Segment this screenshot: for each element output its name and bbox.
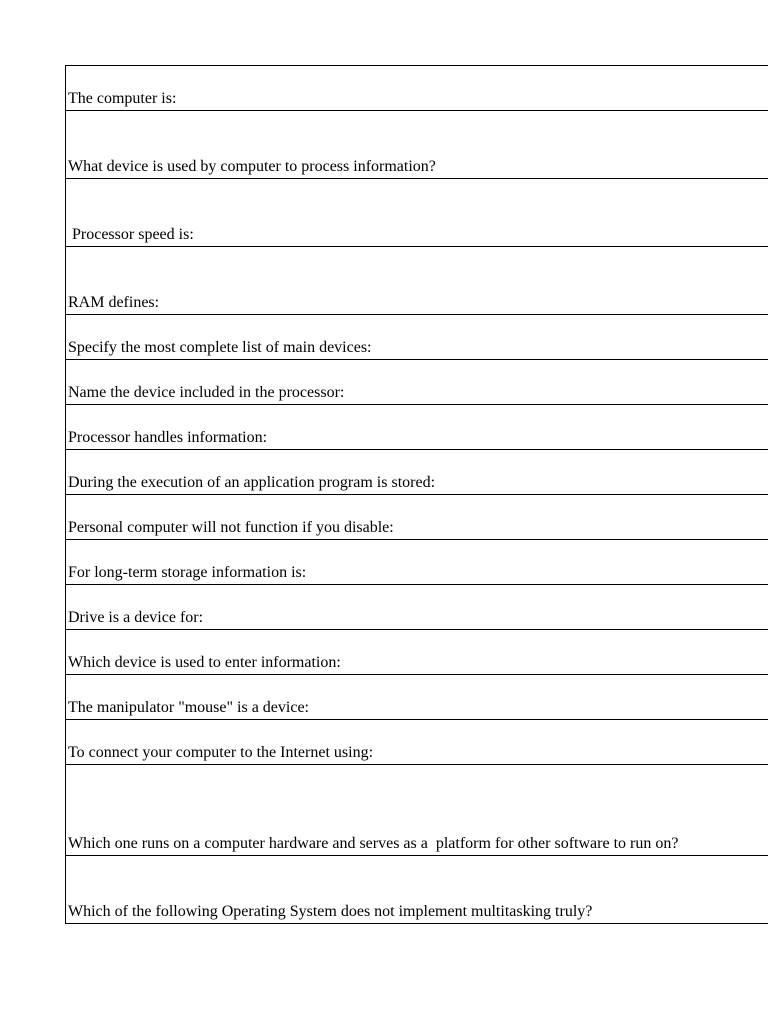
- question-text: What device is used by computer to process information?: [68, 158, 436, 175]
- question-row: [66, 360, 768, 405]
- question-text: Which device is used to enter information:: [68, 654, 341, 671]
- question-row: [66, 495, 768, 540]
- question-row: [66, 540, 768, 585]
- question-text: Which of the following Operating System does not implement multitasking truly?: [68, 903, 593, 920]
- question-text: Name the device included in the processor:: [68, 384, 345, 401]
- question-row: [66, 675, 768, 720]
- question-text: For long-term storage information is:: [68, 564, 307, 581]
- question-row: [66, 765, 768, 856]
- question-text: RAM defines:: [68, 294, 160, 311]
- question-text: During the execution of an application program is stored:: [68, 474, 436, 491]
- question-row: [66, 856, 768, 924]
- question-row: [66, 247, 768, 315]
- question-row: [66, 450, 768, 495]
- question-row: [66, 179, 768, 247]
- question-row: [66, 405, 768, 450]
- question-text: Specify the most complete list of main devices:: [68, 339, 372, 356]
- question-text: Which one runs on a computer hardware and serves as a platform for other software to run on?: [68, 835, 679, 852]
- question-row: [66, 585, 768, 630]
- question-table: [65, 65, 768, 924]
- question-text: Personal computer will not function if you disable:: [68, 519, 394, 536]
- question-row: [66, 315, 768, 360]
- question-row: [66, 111, 768, 179]
- question-row: [66, 66, 768, 111]
- question-text: The manipulator "mouse" is a device:: [68, 699, 309, 716]
- question-text: To connect your computer to the Internet using:: [68, 744, 374, 761]
- question-text: Drive is a device for:: [68, 609, 204, 626]
- question-text: The computer is:: [68, 90, 177, 107]
- question-text: Processor handles information:: [68, 429, 268, 446]
- question-row: [66, 720, 768, 765]
- question-text: Processor speed is:: [68, 226, 194, 243]
- question-row: [66, 630, 768, 675]
